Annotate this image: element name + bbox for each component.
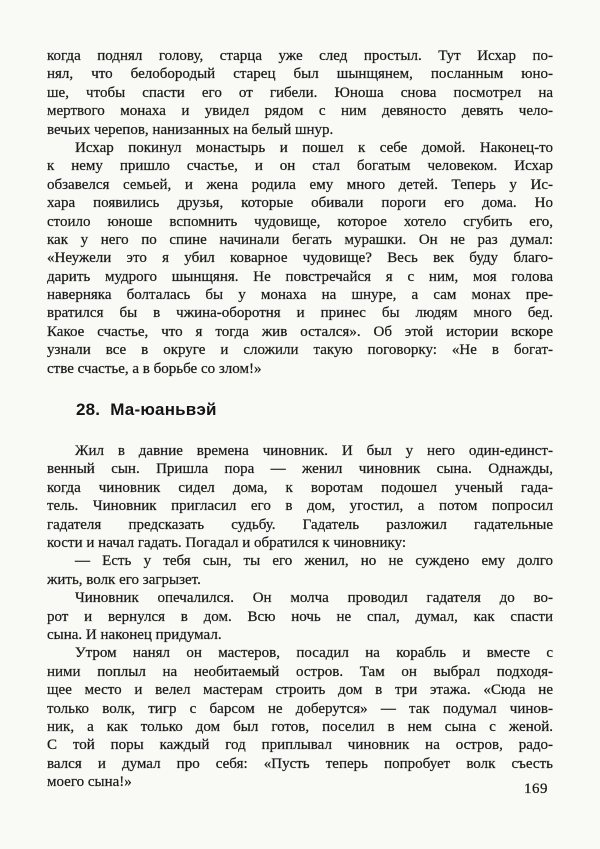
text-line: — Есть у тебя сын, ты его женил, но не суждено ему долго xyxy=(75,553,553,570)
paragraph xyxy=(47,552,553,589)
text-line: ник, а как только дом был готов, поселил в нем сына с женой. xyxy=(47,718,553,735)
text-line: Какое счастье, что я тогда жив остался». Об этой истории вскоре xyxy=(47,323,553,340)
text-line: ними поплыл на необитаемый остров. Там он выбрал подходя- xyxy=(47,663,553,680)
text-line: вечьих черепов, нанизанных на белый шнур. xyxy=(47,121,334,138)
paragraph xyxy=(47,644,553,791)
text-line: С той поры каждый год приплывал чиновник на остров, радо- xyxy=(47,737,553,754)
text-line: кости и начал гадать. Погадал и обратился к чиновнику: xyxy=(47,534,407,551)
text-line: наверняка болталась бы у монаха на шнуре, а сам монах пре- xyxy=(47,287,553,304)
story-end-text xyxy=(47,47,553,378)
text-line: Чиновник опечалился. Он молча проводил гадателя до во- xyxy=(75,590,553,607)
text-line: Утром нанял он мастеров, посадил на корабль и вместе с xyxy=(75,645,553,662)
text-line: к нему пришло счастье, и он стал богатым человеком. Исхар xyxy=(47,158,553,175)
text-line: только волк, тигр с барсом не доберутся» — так подумал чинов- xyxy=(47,700,553,717)
text-line: как у него по спине начинали бегать мурашки. Он не раз думал: xyxy=(47,231,553,248)
text-line: «Неужели это я убил коварное чудовище? Весь век буду благо- xyxy=(47,250,553,267)
page-number: 169 xyxy=(524,781,548,797)
text-line: когда чиновник сидел дома, к воротам подошел ученый гада- xyxy=(47,479,553,496)
section-title: Ма-юаньвэй xyxy=(110,400,217,420)
text-line: ше, чтобы спасти его от гибели. Юноша снова посмотрел на xyxy=(47,84,553,101)
paragraph xyxy=(47,47,553,139)
text-line: вратился бы в чжина-оборотня и принес бы людям много бед. xyxy=(47,305,553,322)
section-text xyxy=(47,442,553,791)
text-line: стоило юноше вспомнить чудовище, которое хотело сгубить его, xyxy=(47,213,553,230)
text-line: стве счастье, а в борьбе со злом!» xyxy=(47,360,262,377)
paragraph xyxy=(47,139,553,378)
text-line: Жил в давние времена чиновник. И был у него один-единст- xyxy=(75,443,553,460)
text-line: рот и вернулся в дом. Всю ночь не спал, думал, как спасти xyxy=(47,608,553,625)
paragraph xyxy=(47,442,553,552)
text-line: вался и думал про себя: «Пусть теперь попробует волк съесть xyxy=(47,755,553,772)
text-line: узнали все в округе и сложили такую поговорку: «Не в богат- xyxy=(47,342,553,359)
text-line: Исхар покинул монастырь и пошел к себе домой. Наконец-то xyxy=(75,139,553,156)
text-line: щее место и велел мастерам строить дом в три этажа. «Сюда не xyxy=(47,682,553,699)
paragraph xyxy=(47,589,553,644)
text-line: венный сын. Пришла пора — женил чиновник сына. Однажды, xyxy=(47,461,553,478)
text-line: обзавелся семьей, и жена родила ему много детей. Теперь у Ис- xyxy=(47,176,553,193)
text-line: дарить мудрого шынщяня. Не повстречайся я с ним, моя голова xyxy=(47,268,553,285)
text-line: моего сына!» xyxy=(47,774,132,791)
section-heading xyxy=(76,400,553,420)
section-number: 28. xyxy=(76,400,101,420)
text-line: сына. И наконец придумал. xyxy=(47,626,222,643)
text-line: гадателя предсказать судьбу. Гадатель разложил гадательные xyxy=(47,516,553,533)
text-line: хара появились друзья, которые обивали пороги его дома. Но xyxy=(47,195,553,212)
text-line: когда поднял голову, старца уже след простыл. Тут Исхар по- xyxy=(47,48,553,64)
text-line: тель. Чиновник пригласил его в дом, угостил, а потом попросил xyxy=(47,498,553,515)
text-line: нял, что белобородый старец был шынщянем, посланным юно- xyxy=(47,66,553,83)
text-line: жить, волк его загрызет. xyxy=(47,571,201,588)
text-line: мертвого монаха и увидел рядом с ним девяносто девять чело- xyxy=(47,103,553,120)
